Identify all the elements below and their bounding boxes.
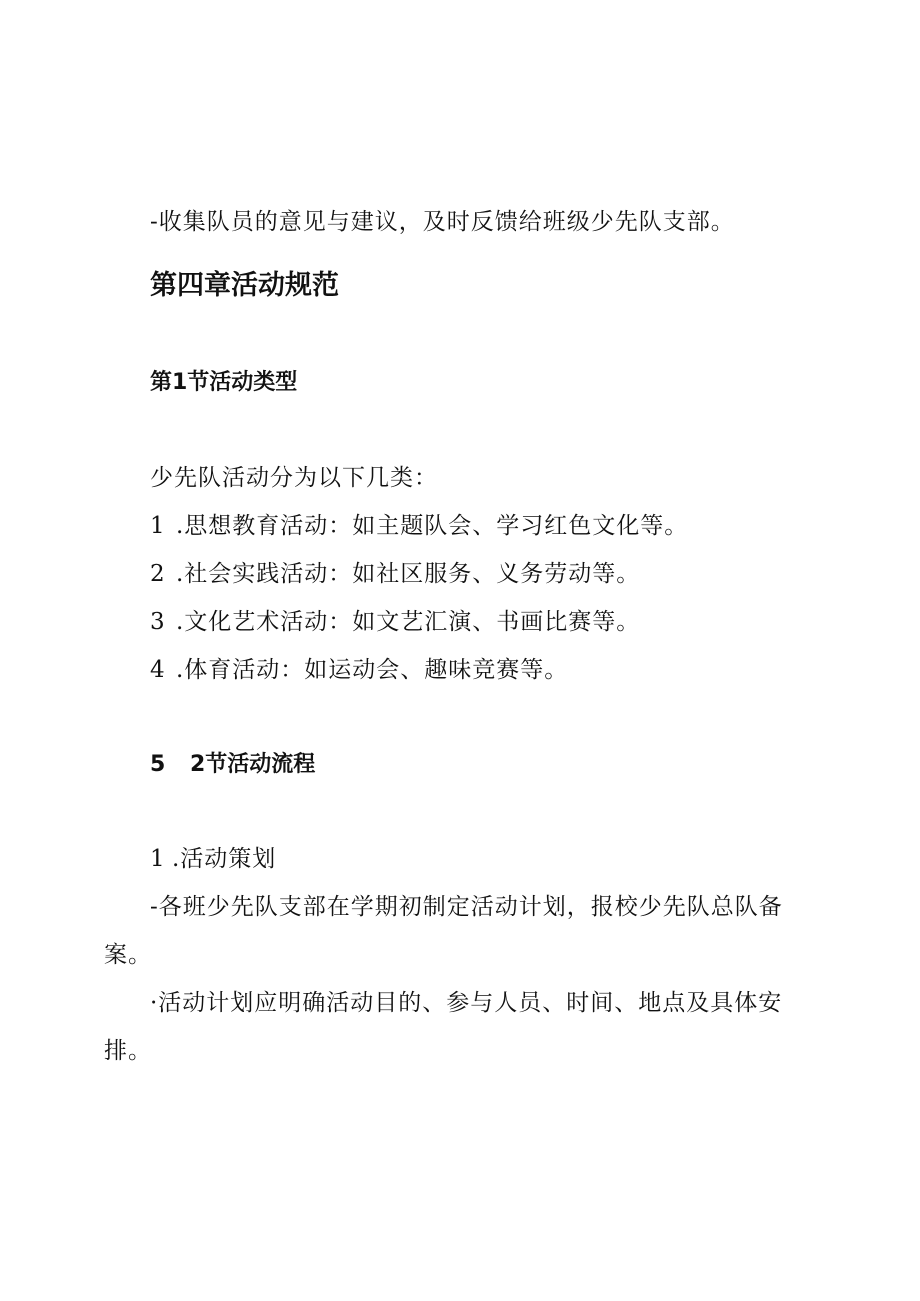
chapter-title: 第四章活动规范 [150, 270, 339, 301]
section-2-title [150, 749, 315, 781]
list-item-text: .思想教育活动：如主题队会、学习红色文化等。 [176, 513, 689, 539]
list-item-text: .社会实践活动：如社区服务、义务劳动等。 [176, 561, 641, 587]
section-1-intro: 少先队活动分为以下几类： [150, 465, 438, 491]
section-2-title-text: 2节活动流程 [190, 752, 316, 777]
list-item [150, 558, 640, 590]
list-item-number: 3 [150, 609, 166, 635]
list-item-text: .体育活动：如运动会、趣味竞赛等。 [176, 657, 569, 683]
paragraph-plan-line1: -各班少先队支部在学期初制定活动计划，报校少先队总队备 [150, 894, 783, 920]
paragraph-feedback: -收集队员的意见与建议，及时反馈给班级少先队支部。 [150, 209, 735, 235]
paragraph-plan-line2: 案。 [104, 942, 152, 968]
paragraph-plan-detail-line1: ·活动计划应明确活动目的、参与人员、时间、地点及具体安 [150, 990, 783, 1016]
list-item-text: .文化艺术活动：如文艺汇演、书画比赛等。 [176, 609, 641, 635]
subsection-planning-title [150, 843, 276, 875]
list-item-number: 4 [150, 657, 166, 683]
list-item [150, 606, 640, 638]
subsection-title-text: .活动策划 [172, 846, 277, 872]
list-item [150, 510, 688, 542]
subsection-number: 1 [150, 846, 166, 872]
list-item-number: 2 [150, 561, 166, 587]
list-item [150, 654, 568, 686]
section-2-number: 5 [150, 752, 166, 777]
paragraph-plan-detail-line2: 排。 [104, 1038, 152, 1064]
list-item-number: 1 [150, 513, 166, 539]
section-1-title: 第1节活动类型 [150, 370, 298, 395]
